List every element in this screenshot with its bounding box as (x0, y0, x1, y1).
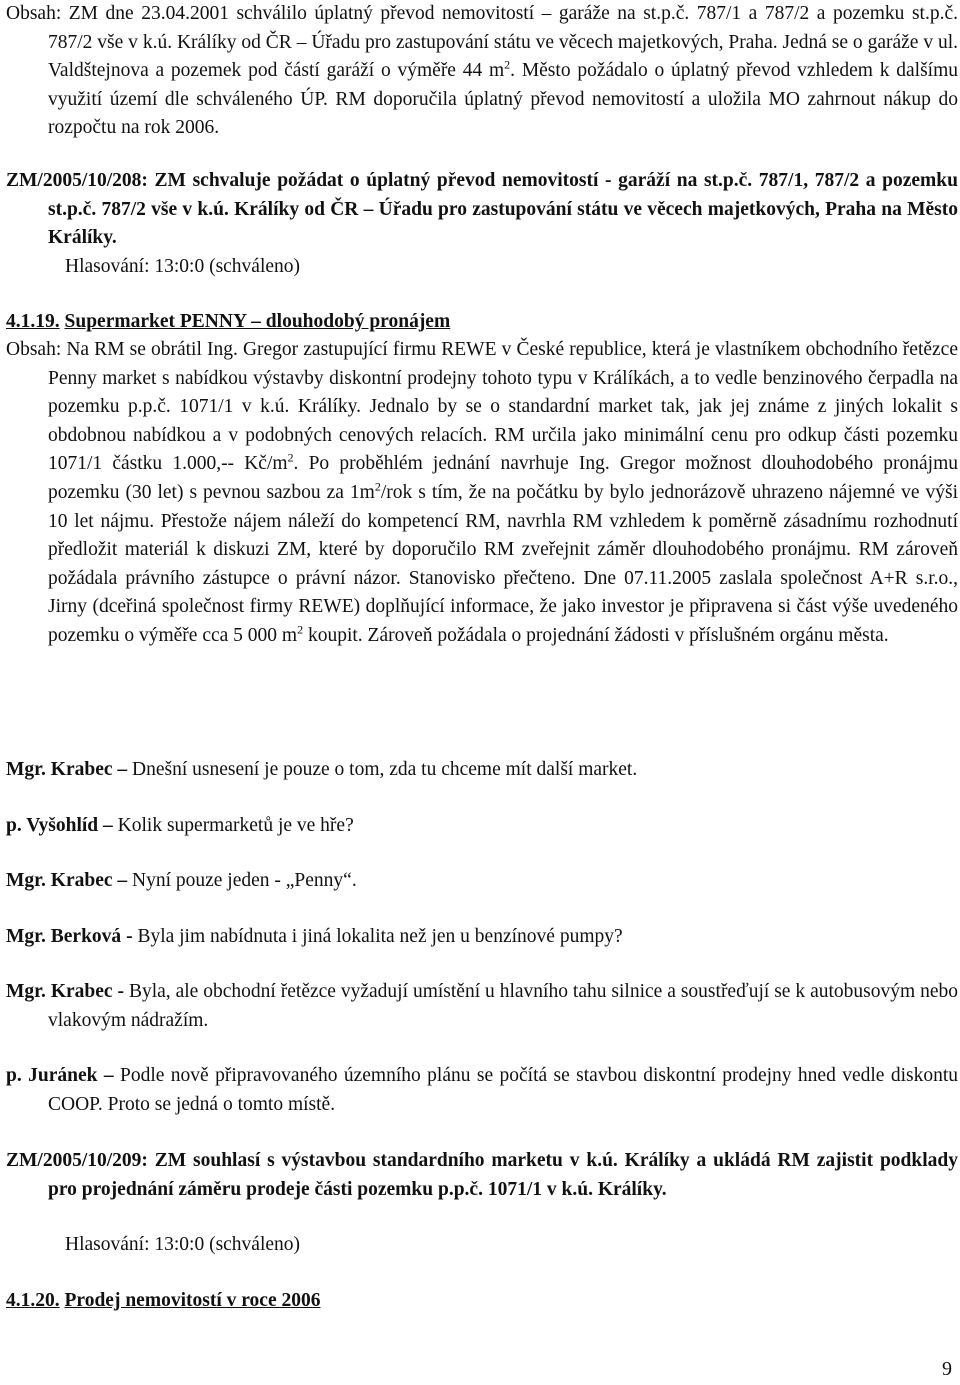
dialogue-text: Nyní pouze jeden - „Penny“. (132, 870, 357, 891)
content-text: Obsah: Na RM se obrátil Ing. Gregor zastupující firmu REWE v České republice, která je vlastníkem obchodního řetězce Penny market s nabídkou výstavby diskontní prodejny tohoto typu v Králíkách, a to vedle benzinového čerpadla na pozemku p.p.č. 1071/1 v k.ú. Králíky. Jednalo by se o standardní market tak, jak jej známe z jiných lokalit s obdobnou nabídkou a v podobných cenových relacích. RM určila jako minimální cenu pro odkup části pozemku 1071/1 částku 1.000,-- Kč/m (6, 339, 958, 475)
superscript: 2 (504, 57, 511, 72)
section-heading-4-1-19 (6, 308, 958, 337)
dialogue-text: Byla jim nabídnuta i jiná lokalita než jen u benzínové pumpy? (137, 926, 623, 947)
intro-paragraph (6, 0, 958, 143)
intro-text: Obsah: ZM dne 23.04.2001 schválilo úplatný převod nemovitostí – garáže na st.p.č. 787/1 a 787/2 a pozemku st.p.č. 787/2 vše v k.ú. Králíky od ČR – Úřadu pro zastupování státu ve věcech majetkových, Praha. Jedná se o garáže v ul. Valdštejnova a pozemek pod částí garáží o výměře 44 m (6, 3, 958, 82)
speaker-separator: - (121, 926, 138, 947)
speaker-separator: – (112, 870, 132, 891)
dialogue-line (6, 756, 958, 785)
content-text: koupit. Zároveň požádala o projednání žádosti v příslušném orgánu města. (303, 624, 889, 646)
dialogue-text: Podle nově připravovaného územního plánu se počítá se stavbou diskontní prodejny hned vedle diskontu COOP. Proto se jedná o tomto místě. (48, 1065, 958, 1115)
dialogue-line (6, 1062, 958, 1119)
superscript: 2 (297, 622, 304, 637)
content-text: . Po proběhlém jednání navrhuje Ing. Gregor možnost dlouhodobého pronájmu pozemku (30 let) s pevnou sazbou za 1m (48, 453, 958, 503)
section-title: Prodej nemovitostí v roce 2006 (64, 1290, 321, 1311)
dialogue-line (6, 867, 958, 896)
speaker-name: Mgr. Krabec (6, 870, 113, 891)
intro-text-cont: . Město požádalo o úplatný převod vzhledem k dalšímu využití území dle schváleného ÚP. RM doporučila úplatný převod nemovitostí a uložila MO zahrnout nákup do rozpočtu na rok 2006. (48, 60, 958, 139)
speaker-name: p. Juránek (6, 1065, 98, 1086)
section-number: 4.1.20. (6, 1290, 60, 1311)
dialogue-line (6, 923, 958, 952)
speaker-name: p. Vyšohlíd (6, 815, 99, 836)
dialogue-text: Kolik supermarketů je ve hře? (117, 815, 354, 836)
superscript: 2 (287, 450, 294, 465)
dialogue-line (6, 978, 958, 1035)
vote-result-208: Hlasování: 13:0:0 (schváleno) (65, 256, 301, 277)
speaker-separator: - (112, 981, 129, 1002)
dialogue-text: Byla, ale obchodní řetězce vyžadují umístění u hlavního tahu silnice a soustřeďují se k autobusovým nebo vlakovým nádražím. (48, 981, 958, 1031)
superscript: 2 (374, 479, 381, 494)
dialogue-line (6, 812, 958, 841)
resolution-209: ZM/2005/10/209: ZM souhlasí s výstavbou standardního marketu v k.ú. Králíky a ukládá RM zajistit podklady pro projednání záměru prodeje části pozemku p.p.č. 1071/1 v k.ú. Králíky. (6, 1150, 958, 1200)
speaker-separator: – (97, 1065, 120, 1086)
content-text: /rok s tím, že na počátku by bylo jednorázově uhrazeno nájemné ve výši 10 let nájmu. Přestože nájem náleží do kompetencí RM, navrhla RM vzhledem k poměrně zásadnímu rozhodnutí předložit materiál k diskuzi ZM, které by doporučilo RM zveřejnit záměr dlouhodobého pronájmu. RM zároveň požádala právního zástupce o právní názor. Stanovisko přečteno. Dne 07.11.2005 zaslala společnost A+R s.r.o., Jirny (dceřiná společnost firmy REWE) doplňující informace, že jako investor je připravena si část výše uvedeného pozemku o výměře cca 5 000 m (48, 481, 958, 646)
content-paragraph (6, 336, 958, 651)
speaker-name: Mgr. Krabec (6, 759, 113, 780)
section-title: Supermarket PENNY – dlouhodobý pronájem (64, 311, 451, 332)
section-number: 4.1.19. (6, 311, 60, 332)
vote-result-209: Hlasování: 13:0:0 (schváleno) (65, 1234, 301, 1255)
speaker-name: Mgr. Krabec (6, 981, 113, 1002)
dialogue-text: Dnešní usnesení je pouze o tom, zda tu chceme mít další market. (132, 759, 638, 780)
section-heading-4-1-20 (6, 1287, 958, 1316)
speaker-separator: – (98, 815, 118, 836)
speaker-separator: – (112, 759, 132, 780)
resolution-208: ZM/2005/10/208: ZM schvaluje požádat o úplatný převod nemovitostí - garáží na st.p.č. 787/1, 787/2 a pozemku st.p.č. 787/2 vše v k.ú. Králíky od ČR – Úřadu pro zastupování státu ve věcech majetkových, Praha na Město Králíky. (6, 170, 958, 249)
page-number: 9 (942, 1358, 952, 1380)
speaker-name: Mgr. Berková (6, 926, 122, 947)
